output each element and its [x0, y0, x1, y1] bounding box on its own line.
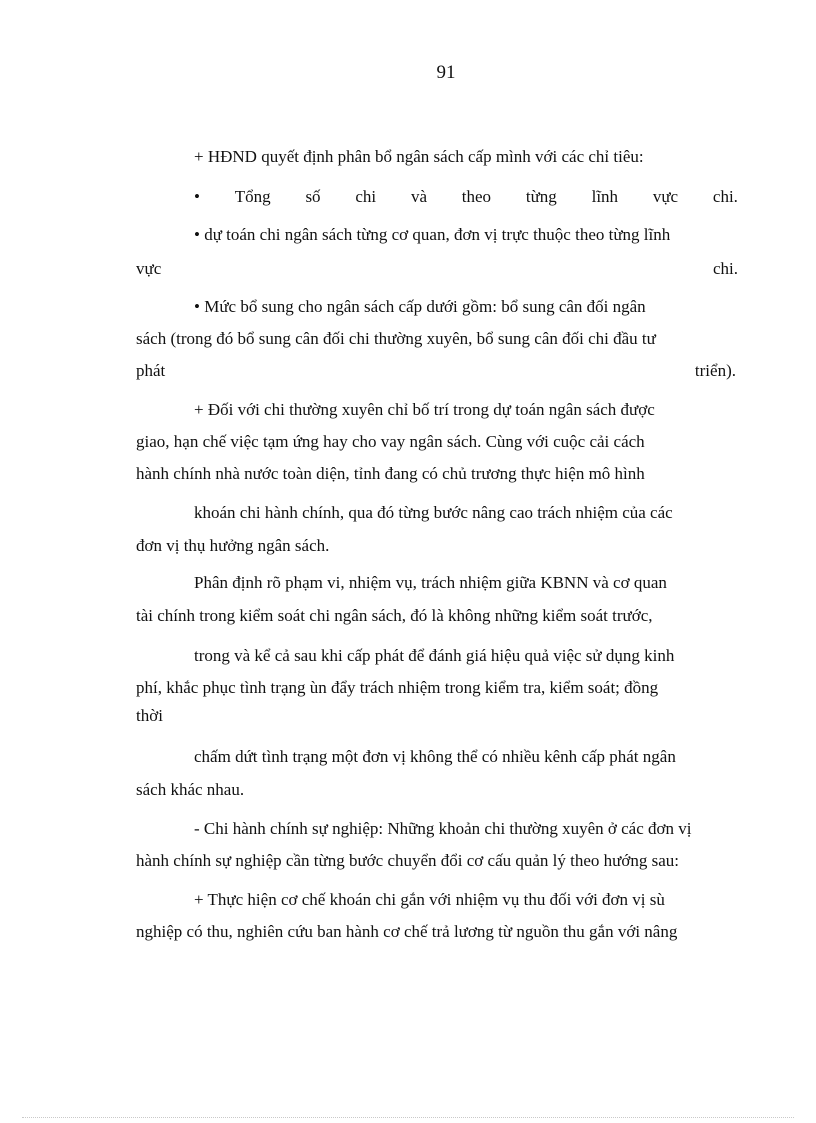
word: từng	[525, 187, 557, 206]
text-line-18: chấm dứt tình trạng một đơn vị không thể có nhiều kênh cấp phát ngân	[194, 747, 676, 766]
text-line-17: thời	[136, 706, 163, 725]
word: phát	[136, 361, 166, 380]
text-line-12: đơn vị thụ hưởng ngân sách.	[136, 536, 330, 555]
text-line-5: • Mức bổ sung cho ngân sách cấp dưới gồm: bổ sung cân đối ngân	[194, 297, 646, 316]
text-line-20: - Chi hành chính sự nghiệp: Những khoản chi thường xuyên ở các đơn vị	[194, 819, 692, 838]
word: triển).	[694, 361, 736, 380]
text-line-19: sách khác nhau.	[136, 780, 245, 799]
text-line-14: tài chính trong kiểm soát chi ngân sách, đó là không những kiểm soát trước,	[136, 606, 653, 625]
text-line-15: trong và kể cả sau khi cấp phát để đánh giá hiệu quả việc sử dụng kinh	[194, 646, 675, 665]
text-line-10: hành chính nhà nước toàn diện, tỉnh đang có chủ trương thực hiện mô hình	[136, 464, 645, 483]
text-line-8: + Đối với chi thường xuyên chỉ bố trí trong dự toán ngân sách được	[194, 400, 655, 419]
word: chi	[355, 187, 377, 206]
text-line-4	[136, 258, 738, 280]
word: chi.	[712, 259, 738, 278]
word: và	[410, 187, 427, 206]
text-line-13: Phân định rõ phạm vi, nhiệm vụ, trách nhiệm giữa KBNN và cơ quan	[194, 573, 667, 592]
page-number: 91	[436, 62, 456, 83]
text-line-22: + Thực hiện cơ chế khoán chi gắn với nhiệm vụ thu đối với đơn vị sù	[194, 890, 665, 909]
text-line-6: sách (trong đó bổ sung cân đối chi thường xuyên, bổ sung cân đối chi đầu tư	[136, 329, 656, 348]
text-line-1: + HĐND quyết định phân bổ ngân sách cấp mình với các chỉ tiêu:	[194, 147, 644, 166]
text-line-23: nghiệp có thu, nghiên cứu ban hành cơ chế trả lương từ nguồn thu gắn với nâng	[136, 922, 678, 941]
text-line-16: phí, khắc phục tình trạng ùn đẩy trách nhiệm trong kiểm tra, kiểm soát; đồng	[136, 678, 659, 697]
page-bottom-divider	[22, 1117, 794, 1118]
word: vực	[652, 187, 679, 206]
word: theo	[461, 187, 492, 206]
text-line-7	[136, 360, 736, 382]
text-line-2	[194, 186, 738, 208]
word: chi.	[712, 187, 738, 206]
bullet-mark: •	[194, 187, 200, 206]
text-line-3: • dự toán chi ngân sách từng cơ quan, đơn vị trực thuộc theo từng lĩnh	[194, 225, 671, 244]
word: số	[305, 187, 321, 206]
text-line-11: khoán chi hành chính, qua đó từng bước nâng cao trách nhiệm của các	[194, 503, 673, 522]
text-line-9: giao, hạn chế việc tạm ứng hay cho vay ngân sách. Cùng với cuộc cải cách	[136, 432, 645, 451]
word: lĩnh	[591, 187, 619, 206]
word: Tổng	[234, 187, 271, 206]
text-line-21: hành chính sự nghiệp cần từng bước chuyển đổi cơ cấu quản lý theo hướng sau:	[136, 851, 680, 870]
word: vực	[136, 259, 162, 278]
